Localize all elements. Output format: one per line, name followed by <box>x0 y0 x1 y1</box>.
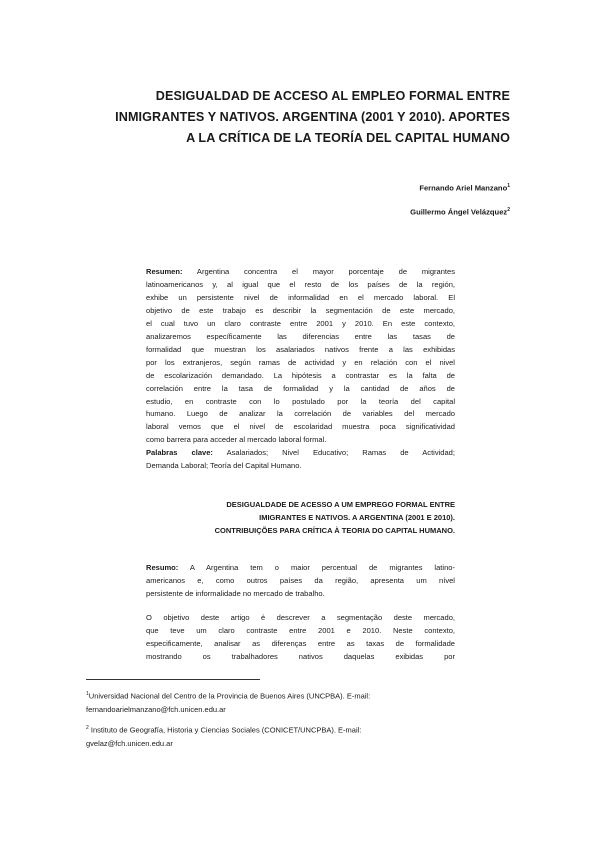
abstract-line: exhibe un persistente nivel de informalidad en el mercado laboral. El <box>146 292 455 302</box>
keywords-line: Palabras clave: Asalariados; Nivel Educativo; Ramas de Actividad; <box>146 448 455 458</box>
abstract-line: de escolarización demandado. La hipótesis a contrastar es la falta de <box>146 370 455 380</box>
footnote-mark: 2 <box>507 207 510 213</box>
footnote-line: $^2$ Instituto de Geografía, Historia y Ciencias Sociales (CONICET/UNCPBA). E-mail: <box>86 725 362 735</box>
abstract-es <box>146 266 455 473</box>
abstract-line: latinoamericanos y, al igual que el resto de los países de la región, <box>146 279 455 289</box>
title-line: INMIGRANTES Y NATIVOS. ARGENTINA (2001 Y 2010). APORTES <box>115 110 510 124</box>
abstract-line: el cual tuvo un claro contraste entre 2001 y 2010. En este contexto, <box>146 318 455 328</box>
abstract-pt-line: americanos e, como outros países da região, apresenta um nível <box>146 575 455 585</box>
abstract-pt-line: Resumo: A Argentina tem o maior percentual de migrantes latino- <box>146 563 455 572</box>
paragraph-pt-line: O objetivo deste artigo é descrever a segmentação deste mercado, <box>146 613 455 622</box>
keywords-line: Demanda Laboral; Teoría del Capital Humano. <box>146 461 302 471</box>
abstract-line: como barrera para acceder al mercado laboral formal. <box>146 435 327 445</box>
author-2 <box>410 207 510 217</box>
abstract-pt-line: persistente de informalidade no mercado de trabalho. <box>146 588 325 598</box>
abstract-pt <box>146 562 455 601</box>
paragraph-pt <box>146 612 455 664</box>
abstract-line: analizaremos específicamente las diferencias entre las tasas de <box>146 331 455 341</box>
abstract-label: Resumen: <box>146 267 183 276</box>
title-line: DESIGUALDAD DE ACCESO AL EMPLEO FORMAL ENTRE <box>155 89 510 103</box>
abstract-line: objetivo de este trabajo es describir la segmentación de este mercado, <box>146 305 455 315</box>
abstract-line: correlación entre la tasa de formalidad y la cantidad de años de <box>146 383 455 393</box>
footnote-1 <box>86 688 516 717</box>
title-pt-line: CONTRIBUIÇÕES PARA CRÍTICA À TEORIA DO CAPITAL HUMANO. <box>214 526 455 535</box>
abstract-pt-label: Resumo: <box>146 563 179 572</box>
keywords-label: Palabras clave: <box>146 448 213 458</box>
title-pt-line: IMIGRANTES E NATIVOS. A ARGENTINA (2001 E 2010). <box>259 513 455 522</box>
abstract-line: Resumen: Argentina concentra el mayor porcentaje de migrantes <box>146 267 455 276</box>
paragraph-pt-line: especificamente, analisar as diferenças entre as taxas de formalidade <box>146 638 455 648</box>
footnote-number: 1 <box>86 691 89 697</box>
abstract-line: formalidad que muestran los asalariados nativos frente a las exhibidas <box>146 344 455 354</box>
abstract-line: laboral vemos que el nivel de escolaridad muestra poca significatividad <box>146 422 455 432</box>
abstract-line: estudio, en contraste con lo postulado por la teoría del capital <box>146 396 455 406</box>
author-1 <box>419 183 510 193</box>
footnote-number: 2 <box>86 725 89 731</box>
footnote-2 <box>86 722 516 751</box>
author-name: Fernando Ariel Manzano <box>419 183 508 193</box>
author-name: Guillermo Ángel Velázquez <box>410 207 508 217</box>
abstract-line: humano. Luego de analizar la correlación de variables del mercado <box>146 409 455 419</box>
title-pt-line: DESIGUALDADE DE ACESSO A UM EMPREGO FORMAL ENTRE <box>226 500 455 509</box>
paragraph-pt-line: mostrando os trabalhadores nativos daquelas exibidas por <box>146 651 455 661</box>
paper-title <box>60 86 510 149</box>
abstract-line: por los extranjeros, según ramas de actividad y en relación con el nivel <box>146 357 455 367</box>
footnote-line: $^1$Universidad Nacional del Centro de la Provincia de Buenos Aires (UNCPBA). E-mail: <box>86 691 371 701</box>
footnote-divider <box>86 679 260 680</box>
footnote-mark: 1 <box>507 183 510 189</box>
title-line: A LA CRÍTICA DE LA TEORÍA DEL CAPITAL HUMANO <box>186 131 510 145</box>
footnote-email: fernandoarielmanzano@fch.unicen.edu.ar <box>86 705 226 714</box>
footnote-email: gvelaz@fch.unicen.edu.ar <box>86 739 173 748</box>
paragraph-pt-line: que teve um claro contraste entre 2001 e 2010. Neste contexto, <box>146 625 455 635</box>
title-pt <box>146 498 455 537</box>
